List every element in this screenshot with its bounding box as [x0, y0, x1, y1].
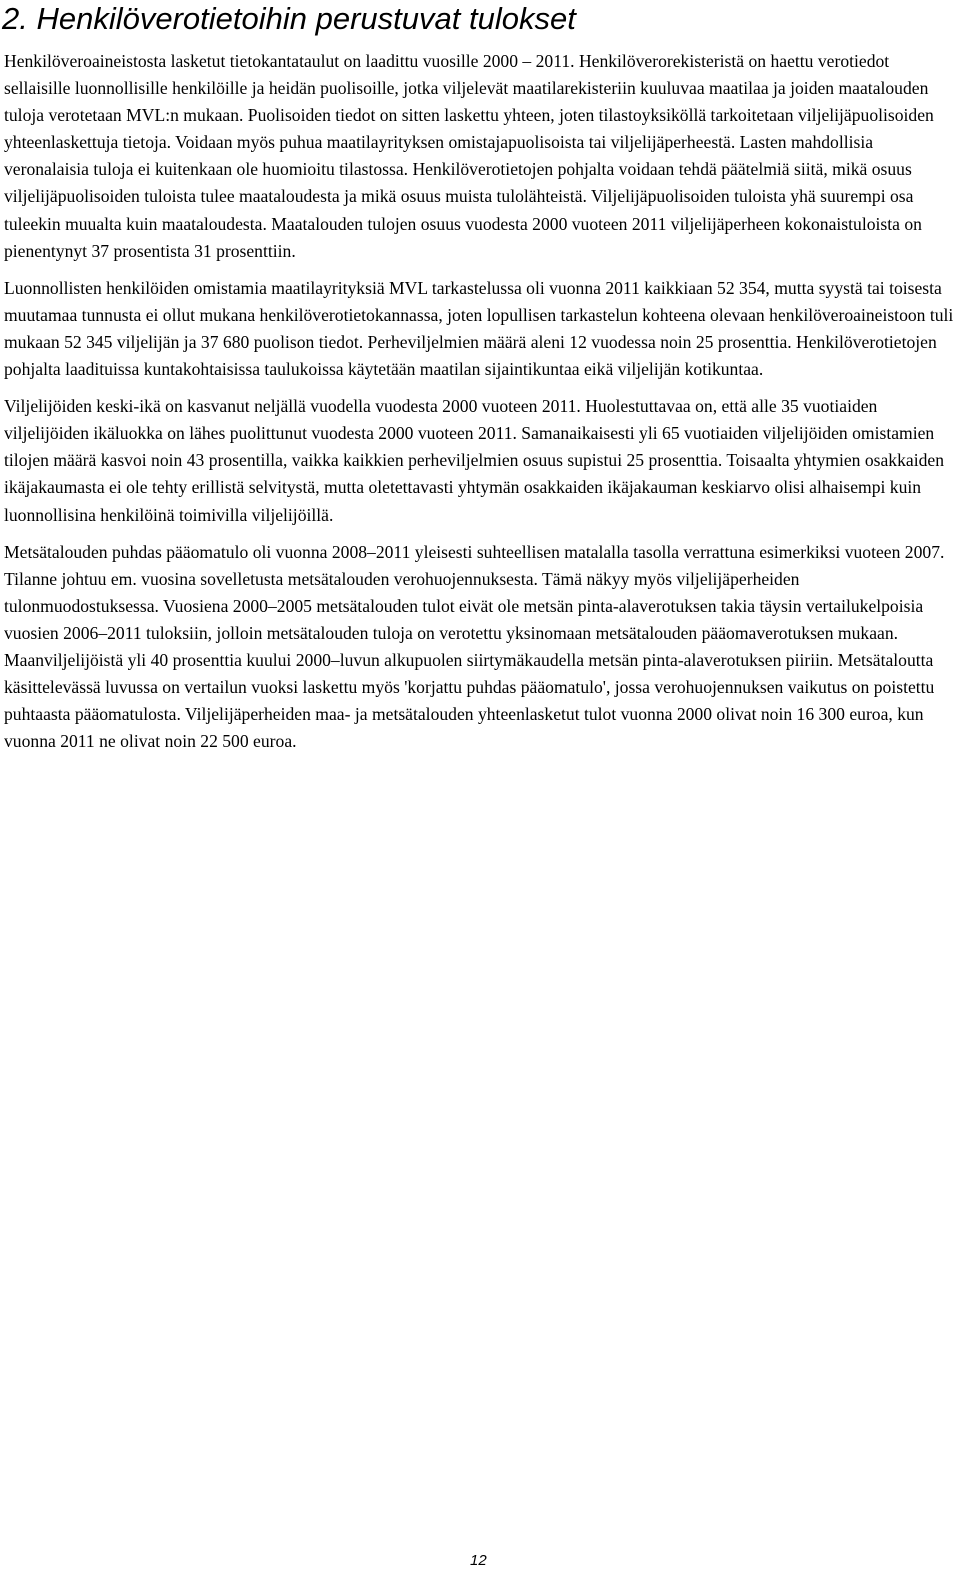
paragraph-forestry-income: Metsätalouden puhdas pääomatulo oli vuonna 2008–2011 yleisesti suhteellisen matalalla tasolla verrattuna esimerkiksi vuoteen 2007. Tilanne johtuu em. vuosina sovelletusta metsätalouden verohuojennuksesta. Tämä näkyy myös viljelijäperheiden tulonmuodostuksessa. Vuosiena 2000–2005 metsätalouden tulot eivät ole metsän pinta-alaverotuksen takia täysin vertailukelpoisia vuosien 2006–2011 tuloksiin, jolloin metsätalouden tuloja on verotettu yksinomaan metsätalouden pääomaverotuksen mukaan. Maanviljelijöistä yli 40 prosenttia kuului 2000–luvun alkupuolen siirtymäkaudella metsän pinta-alaverotuksen piiriin. Metsätaloutta käsittelevässä luvussa on vertailun vuoksi laskettu myös 'korjattu puhdas pääomatulo', jossa verohuojennuksen vaikutus on poistettu puhtaasta pääomatulosta. Viljelijäperheiden maa- ja metsätalouden yhteenlasketut tulot vuonna 2000 olivat noin 16 300 euroa, kun vuonna 2011 ne olivat noin 22 500 euroa.: [4, 541, 945, 752]
body-text: [4, 48, 958, 765]
section-heading: 2. Henkilöverotietoihin perustuvat tulokset: [2, 1, 576, 36]
page-number: 12: [470, 1552, 487, 1569]
paragraph-farm-counts: Luonnollisten henkilöiden omistamia maatilayrityksiä MVL tarkastelussa oli vuonna 2011 kaikkiaan 52 354, mutta syystä tai toisesta muutamaa tunnusta ei ollut mukana henkilöverotietokannassa, joten lopullisen tarkastelun kohteena olevaan henkilöveroaineistoon tuli mukaan 52 345 viljelijän ja 37 680 puolison tiedot. Perheviljelmien määrä aleni 12 vuodessa noin 25 prosenttia. Henkilöverotietojen pohjalta laadituissa kuntakohtaisissa taulukoissa käytetään maatilan sijaintikuntaa eikä viljelijän kotikuntaa.: [4, 277, 954, 380]
paragraph-data-sources: Henkilöveroaineistosta lasketut tietokantataulut on laadittu vuosille 2000 – 2011. Henkilöverorekisteristä on haettu verotiedot sellaisille luonnollisille henkilöille ja heidän puolisoille, jotka viljelevät maatilarekisteriin kuuluvaa maatilaa ja joiden maatalouden tuloja verotetaan MVL:n mukaan. Puolisoiden tiedot on sitten laskettu yhteen, joten tilastoyksiköllä tarkoitetaan viljelijäpuolisoiden yhteenlaskettuja tietoja. Voidaan myös puhua maatilayrityksen omistajapuolisoista tai viljelijäperheestä. Lasten mahdollisia veronalaisia tuloja ei kuitenkaan ole huomioitu tilastossa. Henkilöverotietojen pohjalta voidaan tehdä päätelmiä siitä, mikä osuus viljelijäpuolisoiden tuloista tulee maataloudesta ja mikä osuus muista tulolähteistä. Viljelijäpuolisoiden tuloista yhä suurempi osa tuleekin muualta kuin maataloudesta. Maatalouden tulojen osuus vuodesta 2000 vuoteen 2011 viljelijäperheen kokonaistuloista on pienentynyt 37 prosentista 31 prosenttiin.: [4, 51, 934, 261]
paragraph-farmer-age: Viljelijöiden keski-ikä on kasvanut neljällä vuodella vuodesta 2000 vuoteen 2011. Huolestuttavaa on, että alle 35 vuotiaiden viljelijöiden ikäluokka on lähes puolittunut vuodesta 2000 vuoteen 2011. Samanaikaisesti yli 65 vuotiaiden viljelijöiden omistamien tilojen määrä kasvoi noin 43 prosentilla, vaikka kaikkien perheviljelmien osuus supistui 25 prosenttia. Toisaalta yhtymien osakkaiden ikäjakaumasta ei ole tehty erillistä selvitystä, mutta oletettavasti yhtymän osakkaiden ikäjakauman keskiarvo olisi alhaisempi kuin luonnollisina henkilöinä toimivilla viljelijöillä.: [4, 396, 945, 525]
